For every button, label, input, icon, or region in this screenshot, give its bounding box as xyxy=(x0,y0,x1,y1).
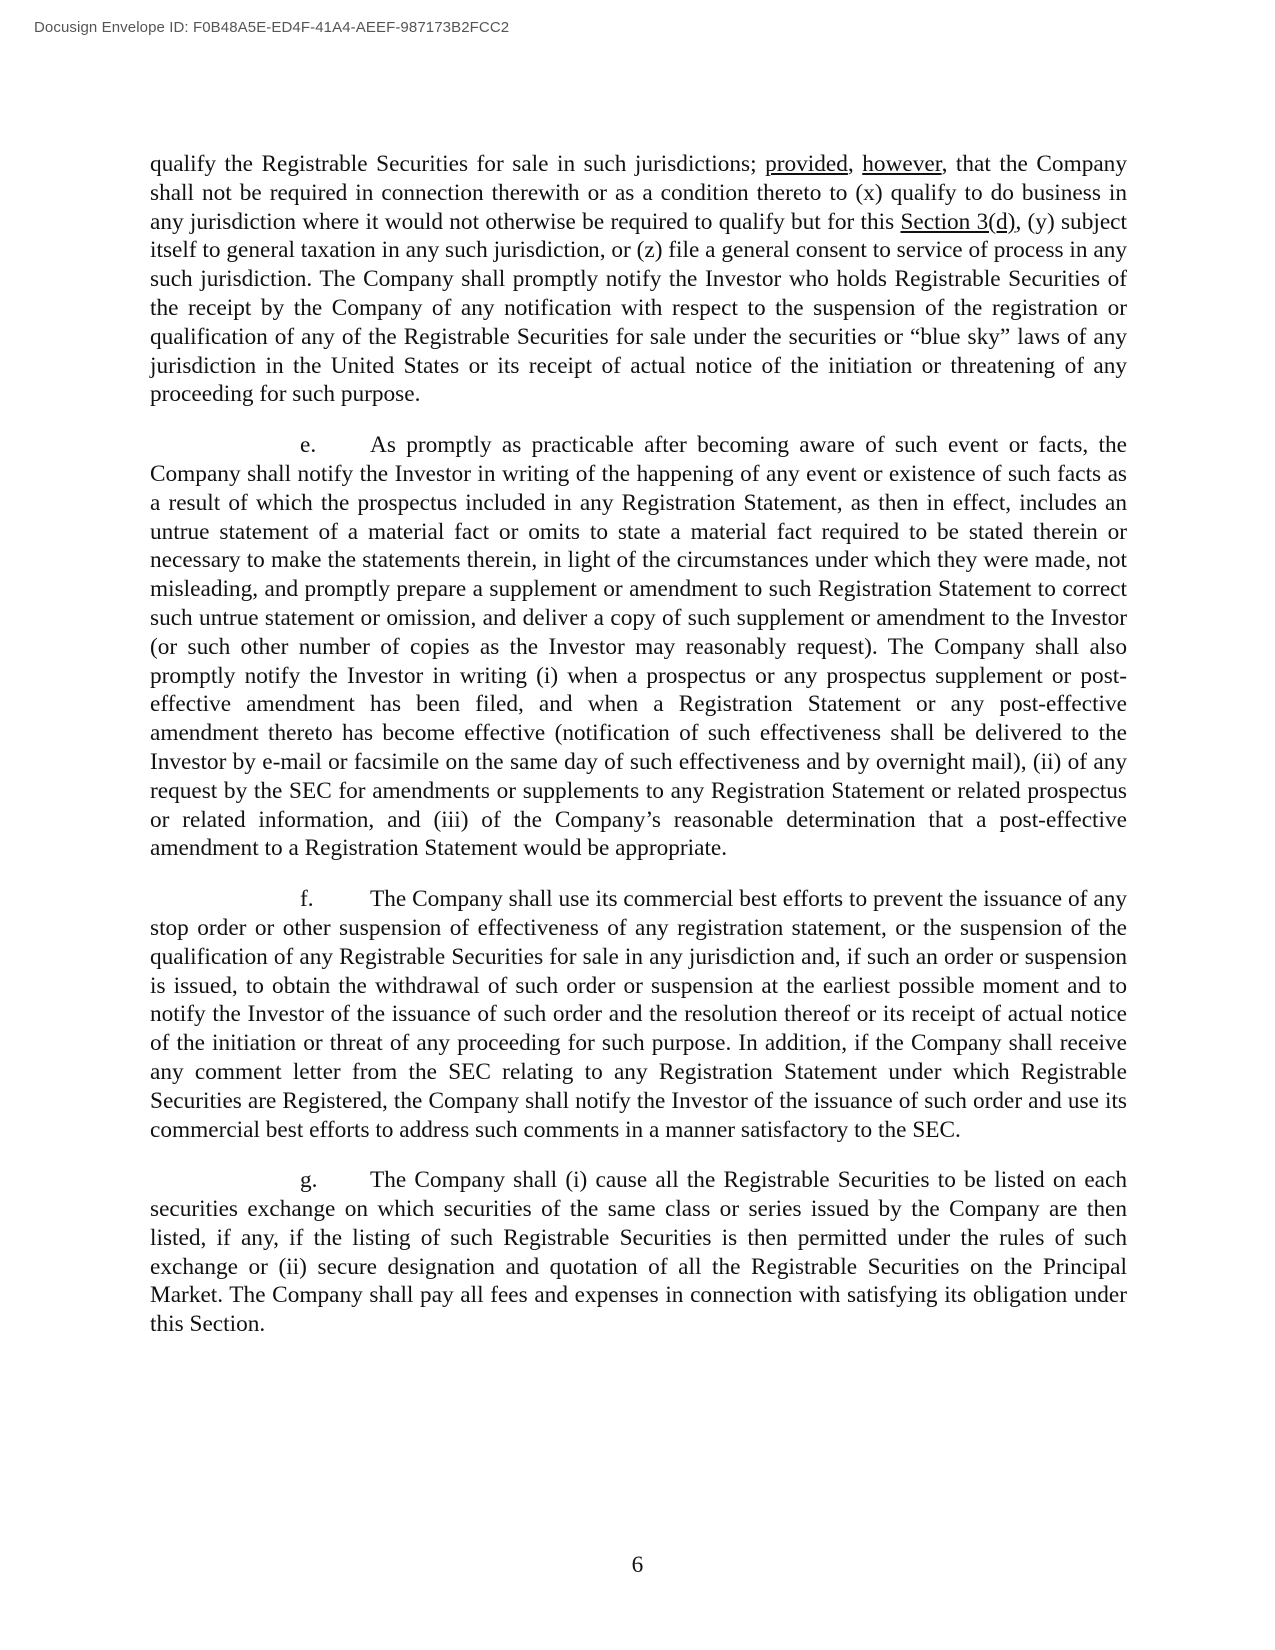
paragraph-text: The Company shall use its commercial best efforts to prevent the issuance of any stop order or other suspension of effectiveness of any registration statement, or the suspension of the qualification of any Registrable Securities for sale in any jurisdiction and, if such an order or suspension is issued, to obtain the withdrawal of such order or suspension at the earliest possible moment and to notify the Investor of the issuance of such order and the resolution thereof or its receipt of actual notice of the initiation or threat of any proceeding for such purpose. In addition, if the Company shall receive any comment letter from the SEC relating to any Registration Statement under which Registrable Securities are Registered, the Company shall notify the Investor of the issuance of such order and use its commercial best efforts to address such comments in a manner satisfactory to the SEC. xyxy=(150,886,1127,1143)
term-provided: provided xyxy=(765,151,848,177)
paragraph-text: , xyxy=(847,151,863,177)
term-however: however xyxy=(862,151,942,177)
paragraph-label: f. xyxy=(300,886,314,913)
paragraph-label: e. xyxy=(300,432,317,459)
paragraph-text: The Company shall (i) cause all the Registrable Securities to be listed on each securities exchange on which securities of the same class or series issued by the Company are then listed, if any, if the listing of such Registrable Securities is then permitted under the rules of such exchange or (ii) secure designation and quotation of all the Registrable Securities on the Principal Market. The Company shall pay all fees and expenses in connection with satisfying its obligation under this Section. xyxy=(150,1167,1127,1338)
paragraph-text: qualify the Registrable Securities for sale in such jurisdictions; xyxy=(150,151,766,177)
paragraph-text: , that the Company shall not be required in connection therewith or as a condition thereto to (x) qualify to do business in any jurisdiction where it would not otherwise be required to qualify but for this xyxy=(150,151,1127,235)
paragraph-text: As promptly as practicable after becoming aware of such event or facts, the Company shall notify the Investor in writing of the happening of any event or existence of such facts as a result of which the prospectus included in any Registration Statement, as then in effect, includes an untrue statement of a material fact or omits to state a material fact required to be stated therein or necessary to make the statements therein, in light of the circumstances under which they were made, not misleading, and promptly prepare a supplement or amendment to such Registration Statement to correct such untrue statement or omission, and deliver a copy of such supplement or amendment to the Investor (or such other number of copies as the Investor may reasonably request). The Company shall also promptly notify the Investor in writing (i) when a prospectus or any prospectus supplement or post-effective amendment has been filed, and when a Registration Statement or any post-effective amendment thereto has become effective (notification of such effectiveness shall be delivered to the Investor by e-mail or facsimile on the same day of such effectiveness and by overnight mail), (ii) of any request by the SEC for amendments or supplements to any Registration Statement or related prospectus or related information, and (iii) of the Company’s reasonable determination that a post-effective amendment to a Registration Statement would be appropriate. xyxy=(150,432,1127,862)
document-body xyxy=(150,150,1127,1361)
paragraph-continuation xyxy=(150,150,1127,409)
section-reference: Section 3(d) xyxy=(900,208,1016,235)
paragraph-label: g. xyxy=(300,1167,318,1194)
docusign-envelope-id: Docusign Envelope ID: F0B48A5E-ED4F-41A4-AEEF-987173B2FCC2 xyxy=(34,19,510,36)
paragraph-e xyxy=(150,431,1127,863)
page-number: 6 xyxy=(631,1552,644,1578)
paragraph-text: , (y) subject itself to general taxation in any such jurisdiction, or (z) file a general consent to service of process in any such jurisdiction. The Company shall promptly notify the Investor who holds Registrable Securities of the receipt by the Company of any notification with respect to the suspension of the registration or qualification of any of the Registrable Securities for sale under the securities or “blue sky” laws of any jurisdiction in the United States or its receipt of actual notice of the initiation or threatening of any proceeding for such purpose. xyxy=(150,208,1127,408)
paragraph-g xyxy=(150,1166,1127,1339)
paragraph-f xyxy=(150,885,1127,1144)
